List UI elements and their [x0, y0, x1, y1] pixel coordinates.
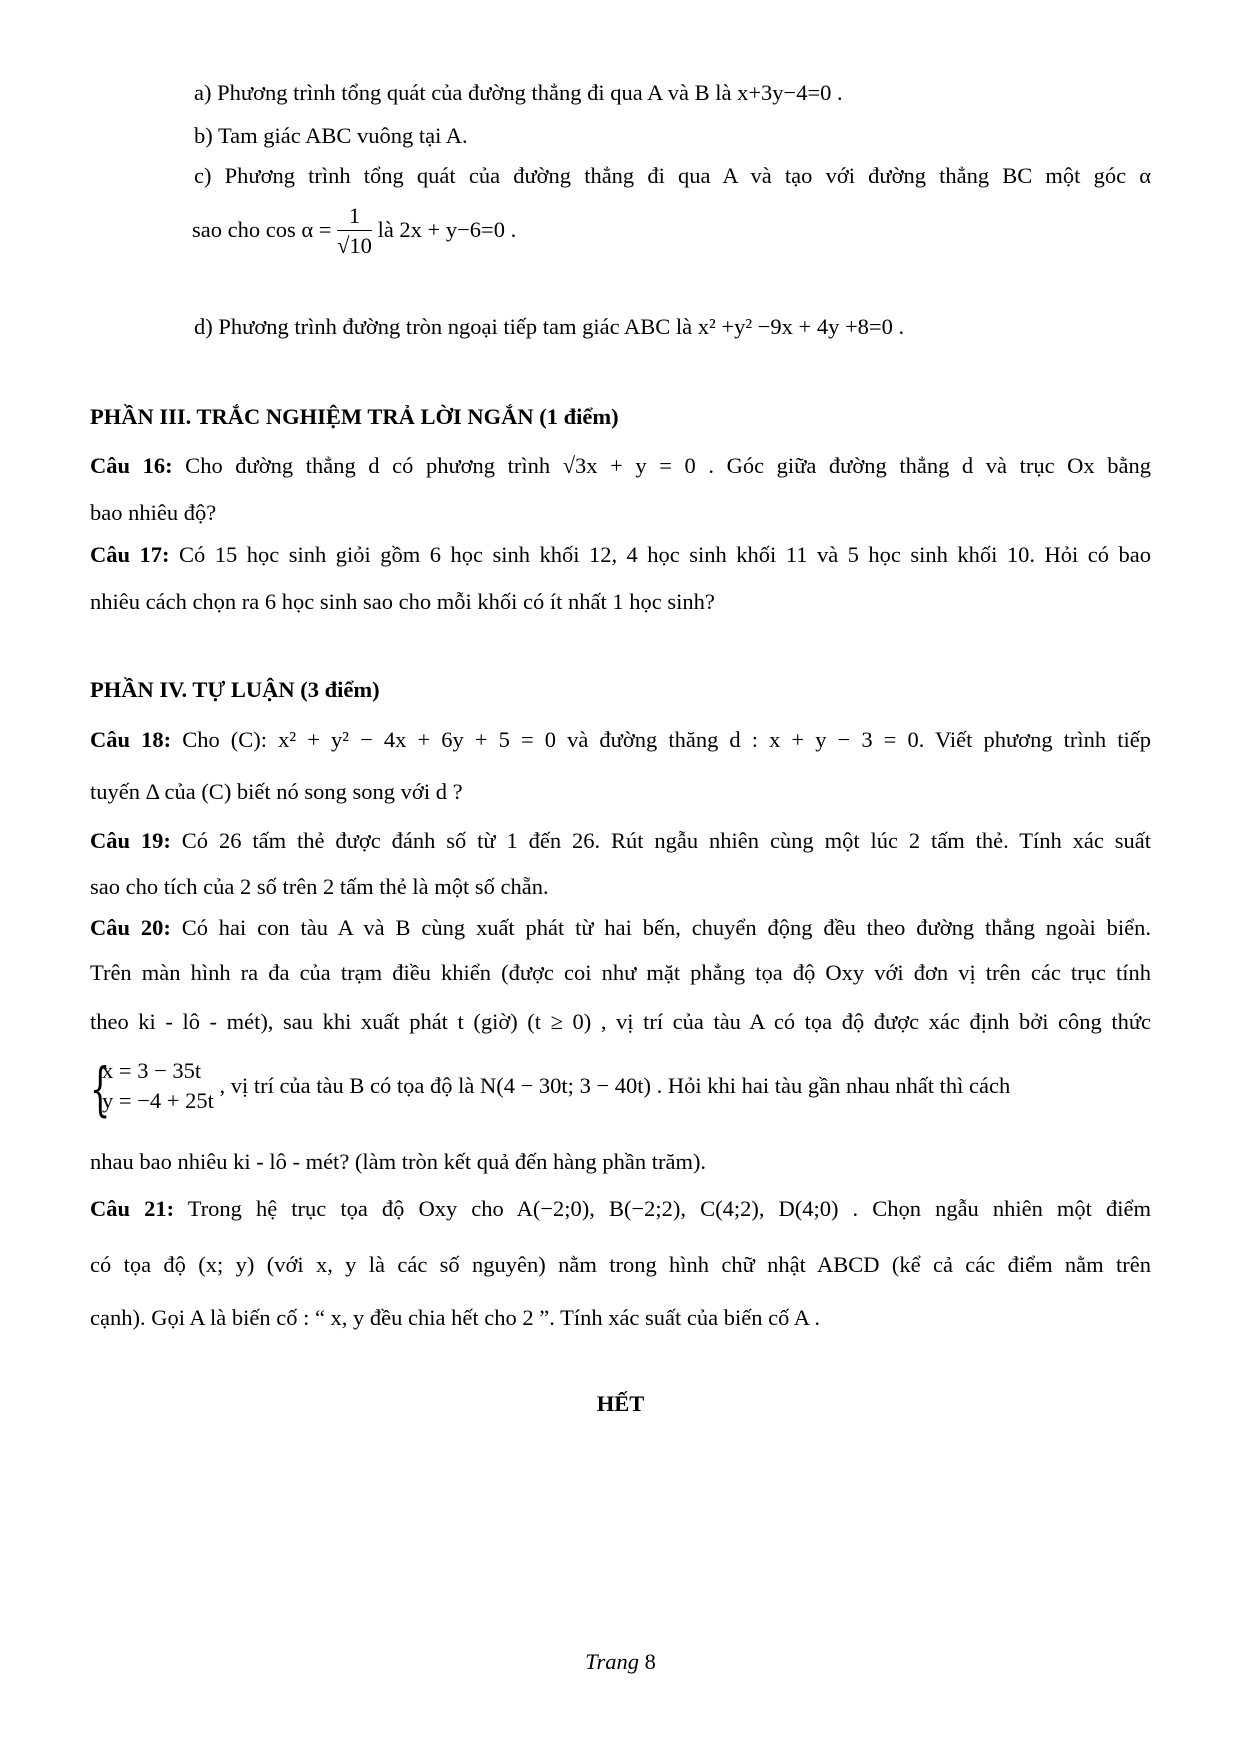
question-20-line3: theo ki - lô - mét), sau khi xuất phát t (giờ) (t ≥ 0) , vị trí của tàu A có tọa độ được xác định bởi công thức — [90, 1009, 1151, 1034]
question-17-text: Có 15 học sinh giỏi gồm 6 học sinh khối 12, 4 học sinh khối 11 và 5 học sinh khối 10. Hỏi có bao — [169, 542, 1151, 567]
system-row-x: x = 3 − 35t — [102, 1058, 202, 1083]
question-21-label: Câu 21: — [90, 1196, 175, 1221]
question-19-line1 — [90, 826, 1151, 856]
end-marker: HẾT — [596, 1391, 645, 1416]
question-17-line1 — [90, 540, 1151, 570]
option-c-fraction — [337, 202, 372, 261]
option-c-cos-text: sao cho cos α = — [192, 217, 332, 242]
question-16-line1 — [90, 451, 1151, 481]
option-c-equation: là 2x + y−6=0 . — [377, 217, 517, 242]
question-20-line4 — [90, 1055, 1151, 1123]
question-20-line2: Trên màn hình ra đa của trạm điều khiển (được coi như mặt phẳng tọa độ Oxy với đơn vị trên các trục tính — [90, 960, 1151, 985]
option-a: a) Phương trình tổng quát của đường thẳng đi qua A và B là x+3y−4=0 . — [194, 80, 843, 105]
option-c-line1: c) Phương trình tổng quát của đường thẳng đi qua A và tạo với đường thẳng BC một góc α — [194, 163, 1151, 188]
question-20-text: Có hai con tàu A và B cùng xuất phát từ hai bến, chuyển động đều theo đường thẳng ngoài biển. — [170, 915, 1151, 940]
option-b: b) Tam giác ABC vuông tại A. — [194, 123, 468, 148]
question-21-line1 — [90, 1194, 1151, 1224]
question-18-label: Câu 18: — [90, 727, 172, 752]
question-19-label: Câu 19: — [90, 828, 171, 853]
question-21-text: Trong hệ trục tọa độ Oxy cho A(−2;0), B(−2;2), C(4;2), D(4;0) . Chọn ngẫu nhiên một điểm — [174, 1196, 1151, 1221]
question-18-text: Cho (C): x² + y² − 4x + 6y + 5 = 0 và đường thăng d : x + y − 3 = 0. Viết phương trình tiếp — [171, 727, 1151, 752]
question-21-line3: cạnh). Gọi A là biến cố : “ x, y đều chia hết cho 2 ”. Tính xác suất của biến cố A . — [90, 1305, 820, 1330]
option-c-line2 — [192, 202, 516, 261]
footer-page-number: 8 — [644, 1649, 656, 1674]
question-20-line4-text: , vị trí của tàu B có tọa độ là N(4 − 30t; 3 − 40t) . Hỏi khi hai tàu gần nhau nhất thì cách — [213, 1073, 1011, 1098]
part4-heading: PHẦN IV. TỰ LUẬN (3 điểm) — [90, 677, 380, 702]
equation-system — [90, 1055, 214, 1123]
question-16-text: Cho đường thẳng d có phương trình √3x + y = 0 . Góc giữa đường thẳng d và trục Ox bằng — [172, 453, 1151, 478]
question-20-line1 — [90, 913, 1151, 943]
fraction-denominator: √10 — [337, 233, 372, 259]
question-19-line2: sao cho tích của 2 số trên 2 tấm thẻ là một số chẵn. — [90, 874, 549, 899]
page-footer — [0, 1647, 1241, 1677]
fraction-numerator: 1 — [337, 202, 372, 231]
question-18-line2: tuyến Δ của (C) biết nó song song với d ? — [90, 779, 463, 804]
question-20-line5: nhau bao nhiêu ki - lô - mét? (làm tròn kết quả đến hàng phần trăm). — [90, 1149, 707, 1174]
question-19-text: Có 26 tấm thẻ được đánh số từ 1 đến 26. Rút ngẫu nhiên cùng một lúc 2 tấm thẻ. Tính xác suất — [170, 828, 1151, 853]
question-16-label: Câu 16: — [90, 453, 173, 478]
part3-heading: PHẦN III. TRẮC NGHIỆM TRẢ LỜI NGẮN (1 điểm) — [90, 404, 619, 429]
brace-symbol: { — [90, 1055, 111, 1123]
question-20-label: Câu 20: — [90, 915, 171, 940]
system-row-y: y = −4 + 25t — [102, 1088, 214, 1113]
question-16-line2: bao nhiêu độ? — [90, 500, 217, 525]
question-21-line2: có tọa độ (x; y) (với x, y là các số nguyên) nằm trong hình chữ nhật ABCD (kể cả các điểm nằm trên — [90, 1252, 1151, 1277]
footer-label: Trang — [585, 1649, 639, 1674]
question-18-line1 — [90, 725, 1151, 755]
question-17-label: Câu 17: — [90, 542, 170, 567]
option-d: d) Phương trình đường tròn ngoại tiếp tam giác ABC là x² +y² −9x + 4y +8=0 . — [194, 314, 905, 339]
question-17-line2: nhiêu cách chọn ra 6 học sinh sao cho mỗi khối có ít nhất 1 học sinh? — [90, 589, 715, 614]
